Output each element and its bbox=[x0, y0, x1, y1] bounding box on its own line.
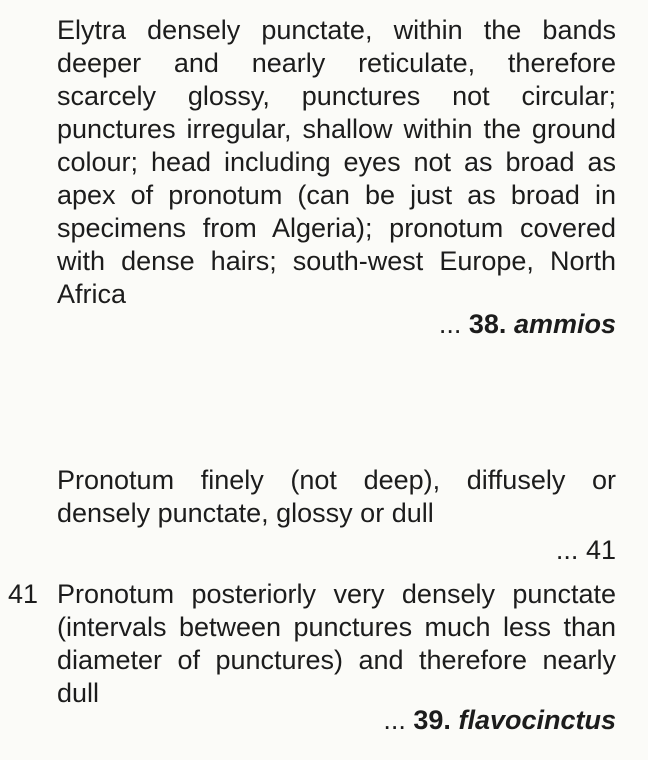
couplet-a-line: colour; head including eyes not as broad as bbox=[57, 147, 616, 177]
result-number: 39. bbox=[413, 705, 451, 735]
couplet-b-text bbox=[57, 464, 616, 530]
couplet-a-line: Africa bbox=[57, 279, 127, 309]
couplet-a-line: specimens from Algeria); pronotum covered bbox=[57, 213, 616, 243]
result-leader: ... bbox=[555, 535, 579, 565]
couplet-41-line: diameter of punctures) and therefore nearly bbox=[57, 645, 616, 675]
result-leader: ... bbox=[438, 309, 462, 339]
couplet-41-line: Pronotum posteriorly very densely punctate bbox=[57, 579, 616, 609]
result-number: 41 bbox=[585, 535, 616, 565]
couplet-41-result bbox=[383, 704, 616, 737]
result-number: 38. bbox=[468, 309, 507, 339]
couplet-a-line: with dense hairs; south-west Europe, North bbox=[57, 246, 616, 276]
couplet-a-line: deeper and nearly reticulate, therefore bbox=[57, 48, 616, 78]
couplet-a-result bbox=[439, 308, 616, 341]
result-taxon: ammios bbox=[513, 309, 616, 339]
couplet-b-line: densely punctate, glossy or dull bbox=[57, 498, 434, 528]
couplet-b-line: Pronotum finely (not deep), diffusely or bbox=[57, 465, 616, 495]
couplet-a-line: apex of pronotum (can be just as broad in bbox=[57, 180, 616, 210]
result-leader: ... bbox=[383, 705, 406, 735]
couplet-41-line: dull bbox=[57, 678, 100, 708]
couplet-41-line: (intervals between punctures much less than bbox=[57, 612, 616, 642]
couplet-a-text bbox=[57, 14, 616, 311]
couplet-b-result bbox=[556, 534, 616, 567]
couplet-41-text bbox=[57, 578, 616, 710]
couplet-a-line: scarcely glossy, punctures not circular; bbox=[57, 81, 616, 111]
couplet-a-line: punctures irregular, shallow within the ground bbox=[57, 114, 616, 144]
couplet-number-label: 41 bbox=[8, 579, 39, 609]
couplet-a-line: Elytra densely punctate, within the bands bbox=[57, 15, 616, 45]
result-taxon: flavocinctus bbox=[458, 705, 616, 735]
